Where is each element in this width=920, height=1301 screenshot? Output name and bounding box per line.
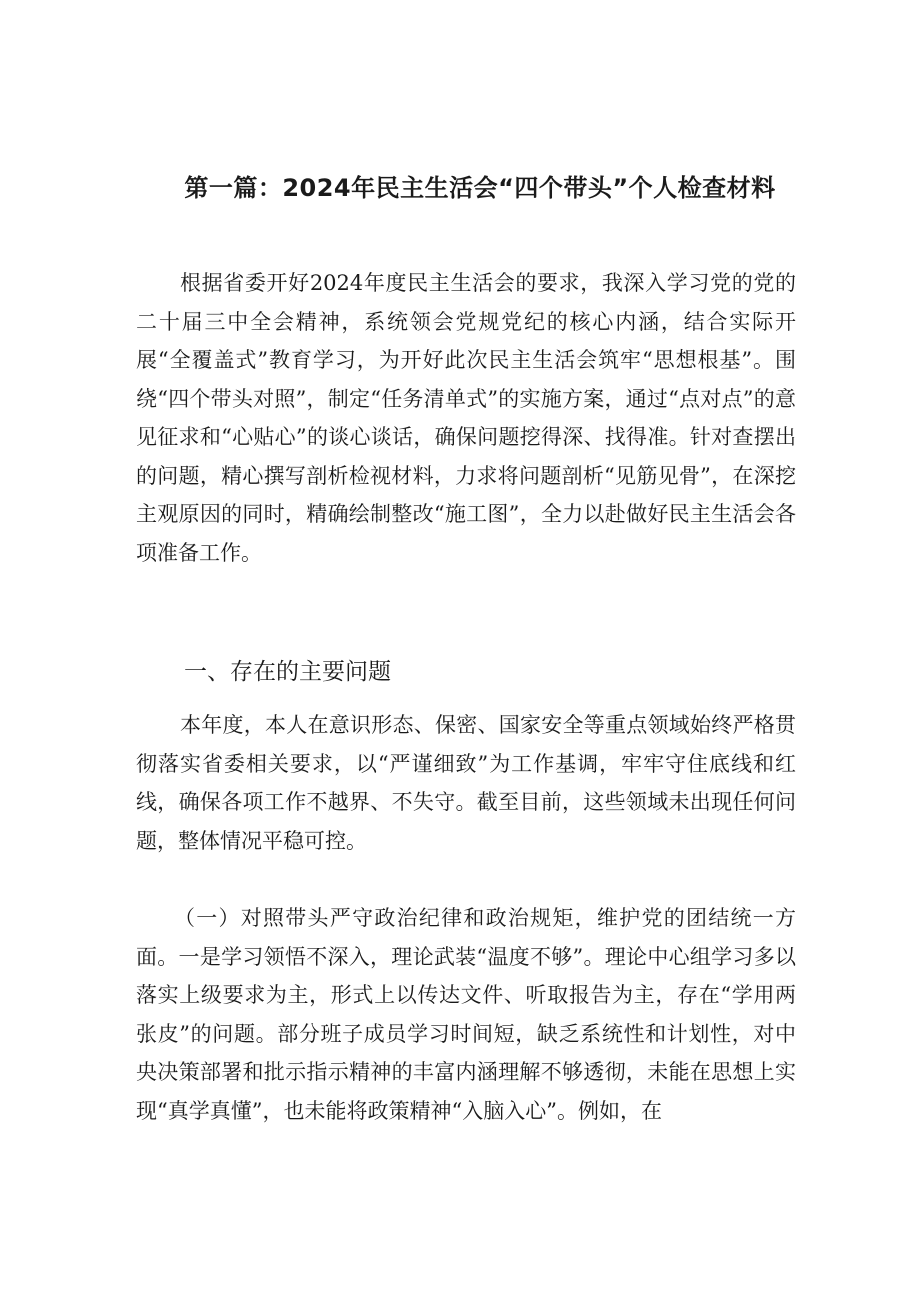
section-paragraph-1: 本年度，本人在意识形态、保密、国家安全等重点领域始终严格贯彻落实省委相关要求，以“严谨细致”为工作基调，牢牢守住底线和红线，确保各项工作不越界、不失守。截至目前，这些领域未出现任何问题，整体情况平稳可控。 (136, 713, 796, 853)
section-heading: 一、存在的主要问题 (184, 659, 391, 685)
document-title: 第一篇：2024年民主生活会“四个带头”个人检查材料 (184, 174, 776, 202)
intro-paragraph: 根据省委开好2024年度民主生活会的要求，我深入学习党的党的二十届三中全会精神，系统领会党规党纪的核心内涵，结合实际开展“全覆盖式”教育学习，为开好此次民主生活会筑牢“思想根基”。围绕“四个带头对照”，制定“任务清单式”的实施方案，通过“点对点”的意见征求和“心贴心”的谈心谈话，确保问题挖得深、找得准。针对查摆出的问题，精心撰写剖析检视材料，力求将问题剖析“见筋见骨”，在深挖主观原因的同时，精确绘制整改“施工图”，全力以赴做好民主生活会各项准备工作。 (136, 271, 796, 565)
section-paragraph-2: （一）对照带头严守政治纪律和政治规矩，维护党的团结统一方面。一是学习领悟不深入，理论武装“温度不够”。理论中心组学习多以落实上级要求为主，形式上以传达文件、听取报告为主，存在“学用两张皮”的问题。部分班子成员学习时间短，缺乏系统性和计划性，对中央决策部署和批示指示精神的丰富内涵理解不够透彻，未能在思想上实现“真学真懂”，也未能将政策精神“入脑入心”。例如，在 (136, 906, 796, 1123)
